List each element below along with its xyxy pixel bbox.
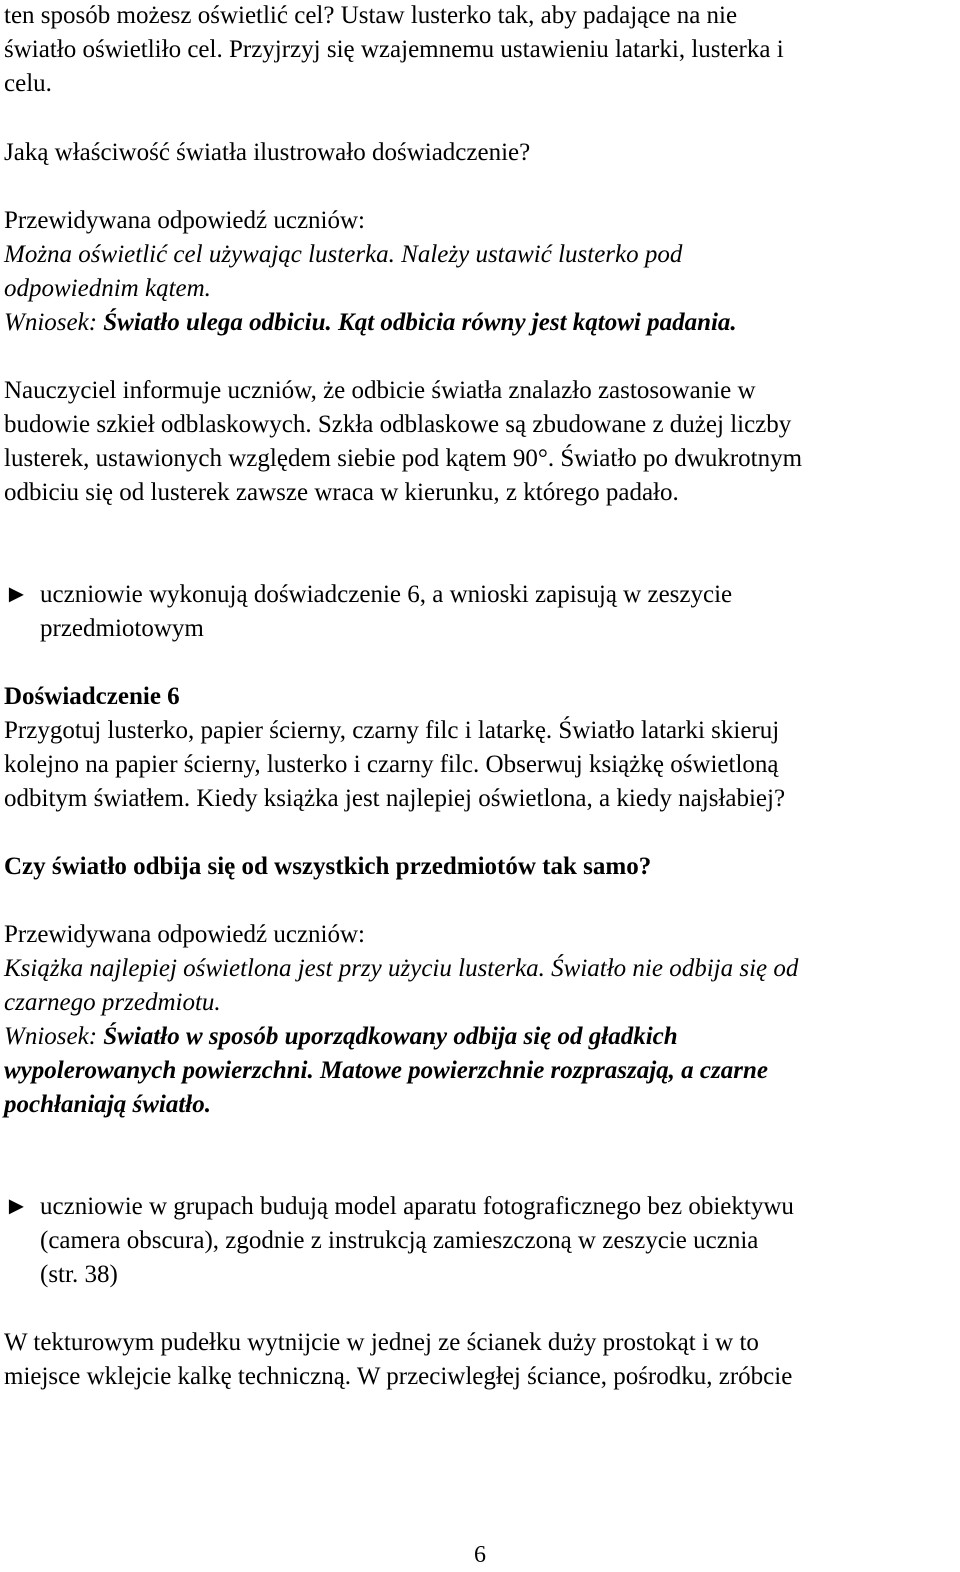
conclusion-line xyxy=(4,1020,956,1054)
text-line: przedmiotowym xyxy=(40,615,204,642)
triangle-right-icon: ► xyxy=(4,581,29,608)
text-line: W tekturowym pudełku wytnijcie w jednej ze ścianek duży prostokąt i w to xyxy=(4,1329,759,1356)
triangle-right-icon: ► xyxy=(4,1193,29,1220)
text-line: ten sposób możesz oświetlić cel? Ustaw lusterko tak, aby padające na nie xyxy=(4,2,738,29)
answer-1 xyxy=(4,204,956,340)
conclusion-label: Wniosek: xyxy=(4,309,104,336)
bullet-item-2 xyxy=(4,1190,956,1292)
text-line: Nauczyciel informuje uczniów, że odbicie światła znalazło zastosowanie w xyxy=(4,377,756,404)
conclusion-label: Wniosek: xyxy=(4,1023,104,1050)
answer-2 xyxy=(4,918,956,1122)
text-line: (camera obscura), zgodnie z instrukcją zamieszczoną w zeszycie ucznia xyxy=(40,1227,759,1254)
conclusion-text: wypolerowanych powierzchni. Matowe powierzchnie rozpraszają, a czarne xyxy=(4,1057,768,1084)
text-line xyxy=(4,1190,956,1224)
text-line: celu. xyxy=(4,70,52,97)
text-line: lusterek, ustawionych względem siebie pod kątem 90°. Światło po dwukrotnym xyxy=(4,445,803,472)
question-2: Czy światło odbija się od wszystkich przedmiotów tak samo? xyxy=(4,853,652,880)
page-number: 6 xyxy=(474,1542,486,1568)
conclusion-line xyxy=(4,306,956,340)
document-page xyxy=(4,0,956,1394)
conclusion-text: pochłaniają światło. xyxy=(4,1091,211,1118)
text-line: Przygotuj lusterko, papier ścierny, czarny filc i latarkę. Światło latarki skieruj xyxy=(4,717,780,744)
text-line: czarnego przedmiotu. xyxy=(4,989,221,1016)
experiment-heading: Doświadczenie 6 xyxy=(4,683,180,710)
text-line: odbiciu się od lusterek zawsze wraca w kierunku, z którego padało. xyxy=(4,479,679,506)
conclusion-text: Światło w sposób uporządkowany odbija się od gładkich xyxy=(103,1023,678,1050)
intro-paragraph xyxy=(4,0,956,101)
instructions-paragraph xyxy=(4,1326,956,1394)
answer-label: Przewidywana odpowiedź uczniów: xyxy=(4,921,365,948)
text-line: (str. 38) xyxy=(40,1261,118,1288)
text-line: miejsce wklejcie kalkę techniczną. W przeciwległej ściance, pośrodku, zróbcie xyxy=(4,1363,793,1390)
conclusion-text: Światło ulega odbiciu. Kąt odbicia równy jest kątowi padania. xyxy=(103,309,737,336)
text-line: kolejno na papier ścierny, lusterko i czarny filc. Obserwuj książkę oświetloną xyxy=(4,751,779,778)
question-1: Jaką właściwość światła ilustrowało doświadczenie? xyxy=(4,139,531,166)
bullet-text: uczniowie w grupach budują model aparatu fotograficznego bez obiektywu xyxy=(40,1193,794,1220)
teacher-paragraph xyxy=(4,374,956,510)
bullet-text: uczniowie wykonują doświadczenie 6, a wnioski zapisują w zeszycie xyxy=(40,581,733,608)
text-line: odbitym światłem. Kiedy książka jest najlepiej oświetlona, a kiedy najsłabiej? xyxy=(4,785,786,812)
text-line: Można oświetlić cel używając lusterka. Należy ustawić lusterko pod xyxy=(4,241,683,268)
bullet-item-1 xyxy=(4,578,956,646)
experiment-6 xyxy=(4,680,956,816)
answer-label: Przewidywana odpowiedź uczniów: xyxy=(4,207,365,234)
text-line xyxy=(4,578,956,612)
text-line: budowie szkieł odblaskowych. Szkła odblaskowe są zbudowane z dużej liczby xyxy=(4,411,792,438)
text-line: światło oświetliło cel. Przyjrzyj się wzajemnemu ustawieniu latarki, lusterka i xyxy=(4,36,784,63)
text-line: odpowiednim kątem. xyxy=(4,275,211,302)
text-line: Książka najlepiej oświetlona jest przy użyciu lusterka. Światło nie odbija się od xyxy=(4,955,799,982)
